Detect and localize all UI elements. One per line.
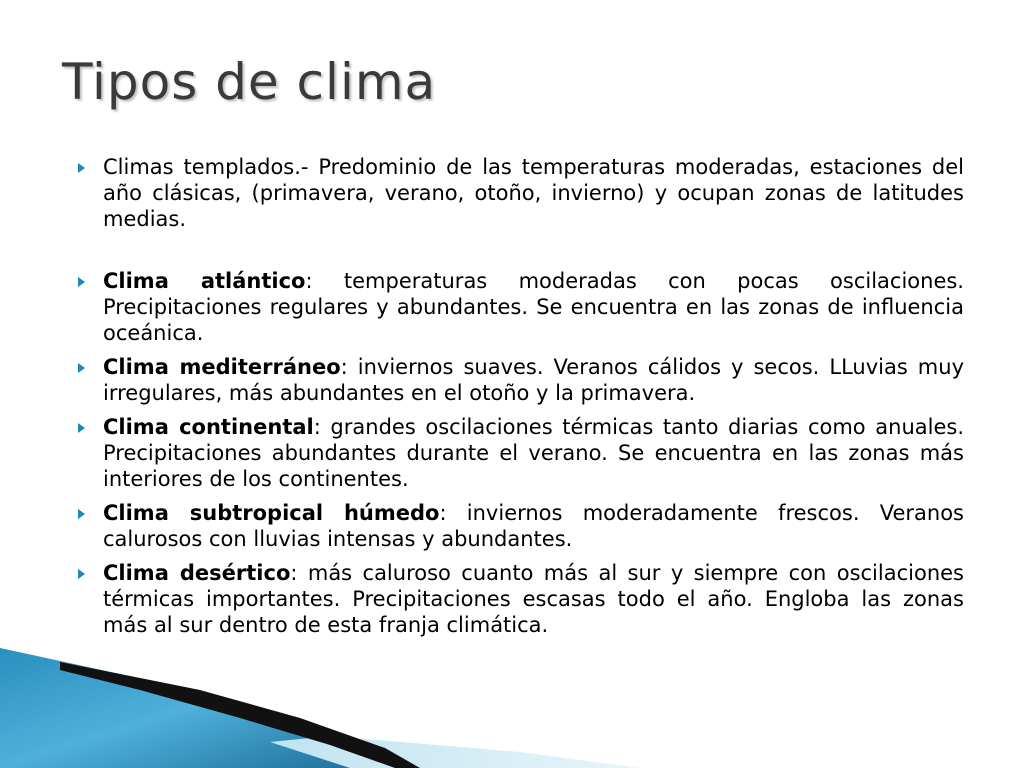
bullet-arrow-icon bbox=[78, 277, 85, 287]
bullet-arrow-icon bbox=[78, 423, 85, 433]
bullet-arrow-icon bbox=[78, 363, 85, 373]
bullet-term: Clima mediterráneo bbox=[103, 355, 341, 379]
bullet-item-clima-atlantico bbox=[72, 268, 964, 346]
bullet-text: : más caluroso cuanto más al sur y siempre con oscilaciones térmicas importantes. Precipitaciones escasas todo el año. Engloba las zonas más al sur dentro de esta franja climática. bbox=[103, 561, 964, 637]
swoosh-pale-band bbox=[270, 736, 640, 768]
bullet-item-clima-mediterraneo bbox=[72, 354, 964, 406]
bullet-text: : grandes oscilaciones térmicas tanto diarias como anuales. Precipitaciones abundantes durante el verano. Se encuentra en las zonas más interiores de los continentes. bbox=[103, 415, 964, 491]
bullet-arrow-icon bbox=[78, 163, 85, 173]
bullet-term: Clima desértico bbox=[103, 561, 291, 585]
bullet-text: : temperaturas moderadas con pocas oscilaciones. Precipitaciones regulares y abundantes. Se encuentra en las zonas de influencia oceánica. bbox=[103, 269, 964, 345]
swoosh-black-band bbox=[60, 662, 420, 768]
swoosh-blue-band bbox=[0, 648, 380, 768]
slide-title: Tipos de clima bbox=[62, 53, 437, 111]
bullet-item-clima-subtropical bbox=[72, 500, 964, 552]
bullet-text: : inviernos moderadamente frescos. Veranos calurosos con lluvias intensas y abundantes. bbox=[103, 501, 964, 551]
bullet-arrow-icon bbox=[78, 569, 85, 579]
bullet-text: : inviernos suaves. Veranos cálidos y secos. LLuvias muy irregulares, más abundantes en el otoño y la primavera. bbox=[103, 355, 964, 405]
bullet-text: Climas templados.- Predominio de las temperaturas moderadas, estaciones del año clásicas, (primavera, verano, otoño, invierno) y ocupan zonas de latitudes medias. bbox=[103, 155, 964, 231]
bullet-arrow-icon bbox=[78, 509, 85, 519]
bullet-term: Clima subtropical húmedo bbox=[103, 501, 440, 525]
bullet-item-climas-templados bbox=[72, 154, 964, 232]
bullet-item-clima-desertico bbox=[72, 560, 964, 638]
bullet-term: Clima atlántico bbox=[103, 269, 306, 293]
bullet-term: Clima continental bbox=[103, 415, 314, 439]
bullet-item-clima-continental bbox=[72, 414, 964, 492]
bullet-list bbox=[72, 154, 964, 638]
